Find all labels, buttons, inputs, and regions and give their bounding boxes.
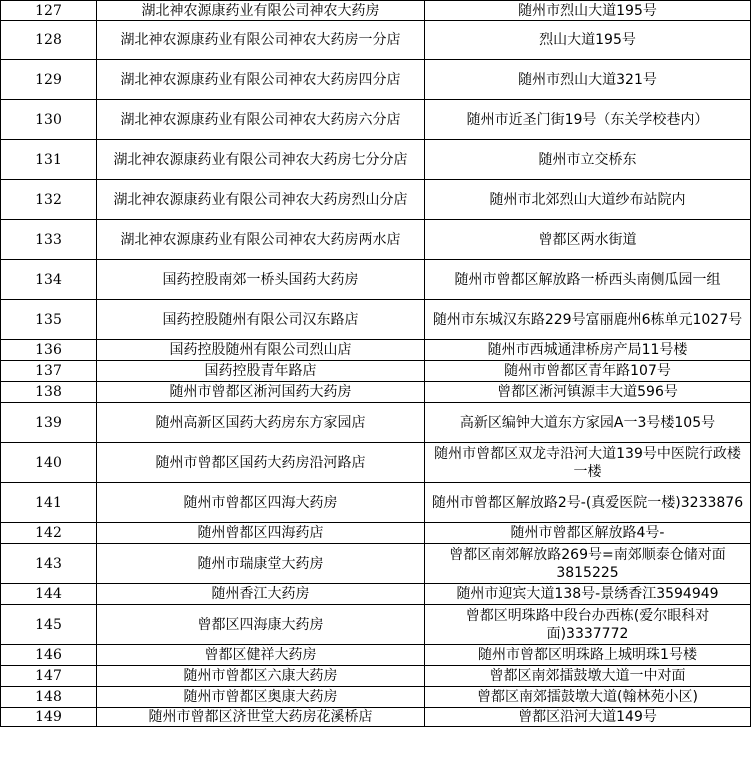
store-address: 随州市曾都区解放路4号- <box>510 525 665 541</box>
store-name-cell <box>97 300 425 340</box>
store-name-cell <box>97 382 425 403</box>
row-number-cell <box>1 1 97 21</box>
row-number: 128 <box>35 32 62 48</box>
table-row <box>1 544 751 584</box>
row-number: 132 <box>35 191 62 208</box>
row-number: 130 <box>35 111 62 128</box>
table-row <box>1 403 751 443</box>
store-name-cell <box>97 361 425 382</box>
table-row <box>1 300 751 340</box>
row-number-cell <box>1 382 97 403</box>
row-number: 131 <box>35 151 62 168</box>
row-number: 142 <box>35 525 62 541</box>
store-name-cell <box>97 403 425 443</box>
store-name: 随州市曾都区奥康大药房 <box>183 689 338 705</box>
row-number-cell <box>1 220 97 260</box>
store-name: 国药控股随州有限公司汉东路店 <box>162 311 359 328</box>
store-name-cell <box>97 100 425 140</box>
row-number: 129 <box>35 71 62 88</box>
row-number-cell <box>1 708 97 727</box>
store-name: 国药控股青年路店 <box>204 363 317 379</box>
table-row <box>1 687 751 708</box>
row-number-cell <box>1 687 97 708</box>
store-address: 烈山大道195号 <box>539 32 636 48</box>
store-address: 随州市近圣门街19号（东关学校巷内） <box>466 111 709 128</box>
store-address: 随州市曾都区双龙寺沿河大道139号中医院行政楼一楼 <box>434 445 741 480</box>
row-number: 146 <box>35 647 62 663</box>
table-row <box>1 1 751 21</box>
row-number-cell <box>1 21 97 60</box>
store-name: 湖北神农源康药业有限公司神农大药房四分店 <box>120 71 401 88</box>
row-number: 143 <box>35 555 62 572</box>
row-number: 145 <box>35 616 62 633</box>
store-name-cell <box>97 140 425 180</box>
store-name: 随州市曾都区淅河国药大药房 <box>169 384 352 400</box>
table-row <box>1 605 751 645</box>
store-name-cell <box>97 443 425 483</box>
store-name-cell <box>97 21 425 60</box>
store-address: 随州市东城汉东路229号富丽鹿州6栋单元1027号 <box>432 311 743 328</box>
row-number-cell <box>1 584 97 605</box>
store-address-cell <box>425 443 751 483</box>
row-number: 138 <box>35 384 62 400</box>
store-name-cell <box>97 220 425 260</box>
row-number-cell <box>1 340 97 361</box>
store-name: 湖北神农源康药业有限公司神农大药房七分分店 <box>113 151 408 168</box>
store-name: 湖北神农源康药业有限公司神农大药房 <box>141 2 380 19</box>
store-name-cell <box>97 666 425 687</box>
row-number: 139 <box>35 414 62 431</box>
row-number-cell <box>1 483 97 523</box>
store-address: 随州市曾都区青年路107号 <box>504 363 671 379</box>
row-number: 136 <box>35 342 62 358</box>
store-name-cell <box>97 645 425 666</box>
table-row <box>1 443 751 483</box>
table-row <box>1 260 751 300</box>
table-body <box>1 1 751 727</box>
row-number: 149 <box>35 709 62 725</box>
store-address: 随州市烈山大道321号 <box>518 71 657 88</box>
table-row <box>1 483 751 523</box>
table-row <box>1 220 751 260</box>
store-name: 随州市曾都区四海大药房 <box>183 494 338 511</box>
store-address-cell <box>425 645 751 666</box>
store-name: 湖北神农源康药业有限公司神农大药房一分店 <box>120 32 401 48</box>
store-address-cell <box>425 584 751 605</box>
row-number-cell <box>1 523 97 544</box>
store-address: 随州市曾都区明珠路上城明珠1号楼 <box>478 647 697 663</box>
store-address: 曾都区南郊擂鼓墩大道(翰林苑小区) <box>477 689 698 705</box>
store-address: 随州市立交桥东 <box>538 151 637 168</box>
row-number: 148 <box>35 689 62 705</box>
store-name: 随州香江大药房 <box>211 586 310 602</box>
row-number-cell <box>1 605 97 645</box>
store-name-cell <box>97 340 425 361</box>
row-number-cell <box>1 60 97 100</box>
store-address: 随州市迎宾大道138号-景绣香江3594949 <box>456 586 719 602</box>
row-number: 137 <box>35 363 62 379</box>
store-address-cell <box>425 687 751 708</box>
store-address-cell <box>425 544 751 584</box>
store-address-cell <box>425 260 751 300</box>
store-address-cell <box>425 60 751 100</box>
store-name: 随州市曾都区六康大药房 <box>183 668 338 684</box>
row-number-cell <box>1 443 97 483</box>
table-row <box>1 584 751 605</box>
store-address-cell <box>425 1 751 21</box>
store-name: 湖北神农源康药业有限公司神农大药房烈山分店 <box>113 191 408 208</box>
store-address-cell <box>425 666 751 687</box>
table-row <box>1 180 751 220</box>
store-name: 随州市曾都区济世堂大药房花溪桥店 <box>148 709 373 725</box>
store-name: 曾都区四海康大药房 <box>197 616 324 633</box>
row-number-cell <box>1 645 97 666</box>
store-address: 曾都区南郊解放路269号=南郊顺泰仓储对面3815225 <box>449 546 726 581</box>
store-address-cell <box>425 21 751 60</box>
store-address-cell <box>425 483 751 523</box>
store-name-cell <box>97 1 425 21</box>
store-name-cell <box>97 687 425 708</box>
table-row <box>1 21 751 60</box>
store-name-cell <box>97 544 425 584</box>
table-row <box>1 523 751 544</box>
store-address: 随州市北郊烈山大道纱布站院内 <box>489 191 686 208</box>
store-address-cell <box>425 708 751 727</box>
row-number-cell <box>1 100 97 140</box>
store-name-cell <box>97 180 425 220</box>
row-number: 144 <box>35 586 62 602</box>
row-number: 133 <box>35 231 62 248</box>
store-name-cell <box>97 260 425 300</box>
row-number-cell <box>1 403 97 443</box>
store-name-cell <box>97 483 425 523</box>
row-number-cell <box>1 260 97 300</box>
store-name: 国药控股随州有限公司烈山店 <box>169 342 352 358</box>
store-address: 随州市烈山大道195号 <box>518 2 657 19</box>
store-address-cell <box>425 180 751 220</box>
table-row <box>1 100 751 140</box>
store-address-cell <box>425 220 751 260</box>
store-address: 随州市西城通津桥房产局11号楼 <box>487 342 688 358</box>
store-address: 高新区编钟大道东方家园A一3号楼105号 <box>459 414 716 431</box>
row-number-cell <box>1 180 97 220</box>
store-address: 随州市曾都区解放路2号-(真爱医院一楼)3233876 <box>431 494 744 511</box>
row-number-cell <box>1 361 97 382</box>
store-name: 随州高新区国药大药房东方家园店 <box>155 414 366 431</box>
table-row <box>1 60 751 100</box>
table-row <box>1 361 751 382</box>
store-address: 曾都区两水街道 <box>538 231 637 248</box>
row-number: 140 <box>35 454 62 471</box>
row-number-cell <box>1 544 97 584</box>
store-address-cell <box>425 100 751 140</box>
store-address: 曾都区淅河镇源丰大道596号 <box>497 384 678 400</box>
store-name: 湖北神农源康药业有限公司神农大药房两水店 <box>120 231 401 248</box>
store-name: 随州曾都区四海药店 <box>197 525 324 541</box>
store-name-cell <box>97 605 425 645</box>
store-address: 随州市曾都区解放路一桥西头南侧瓜园一组 <box>454 271 721 288</box>
store-name-cell <box>97 708 425 727</box>
store-address-cell <box>425 523 751 544</box>
store-name-cell <box>97 523 425 544</box>
store-address-cell <box>425 605 751 645</box>
store-address-cell <box>425 361 751 382</box>
row-number-cell <box>1 300 97 340</box>
table-row <box>1 140 751 180</box>
store-address-cell <box>425 403 751 443</box>
row-number: 135 <box>35 311 62 328</box>
row-number-cell <box>1 666 97 687</box>
store-address: 曾都区明珠路中段台办西栋(爱尔眼科对面)3337772 <box>465 607 710 642</box>
store-name-cell <box>97 60 425 100</box>
store-address-cell <box>425 140 751 180</box>
table-row <box>1 708 751 727</box>
row-number: 147 <box>35 668 62 684</box>
store-name: 随州市曾都区国药大药房沿河路店 <box>155 454 366 471</box>
row-number-cell <box>1 140 97 180</box>
store-name: 随州市瑞康堂大药房 <box>197 555 324 572</box>
store-name: 曾都区健祥大药房 <box>204 647 317 663</box>
store-address-cell <box>425 300 751 340</box>
row-number: 141 <box>35 494 62 511</box>
store-name: 国药控股南郊一桥头国药大药房 <box>162 271 359 288</box>
row-number: 134 <box>35 271 62 288</box>
store-address-cell <box>425 382 751 403</box>
store-name-cell <box>97 584 425 605</box>
table-row <box>1 645 751 666</box>
table-row <box>1 382 751 403</box>
row-number: 127 <box>35 2 62 19</box>
store-address-cell <box>425 340 751 361</box>
store-address: 曾都区沿河大道149号 <box>518 709 657 725</box>
store-address: 曾都区南郊擂鼓墩大道一中对面 <box>489 668 686 684</box>
table-row <box>1 666 751 687</box>
store-name: 湖北神农源康药业有限公司神农大药房六分店 <box>120 111 401 128</box>
table-row <box>1 340 751 361</box>
